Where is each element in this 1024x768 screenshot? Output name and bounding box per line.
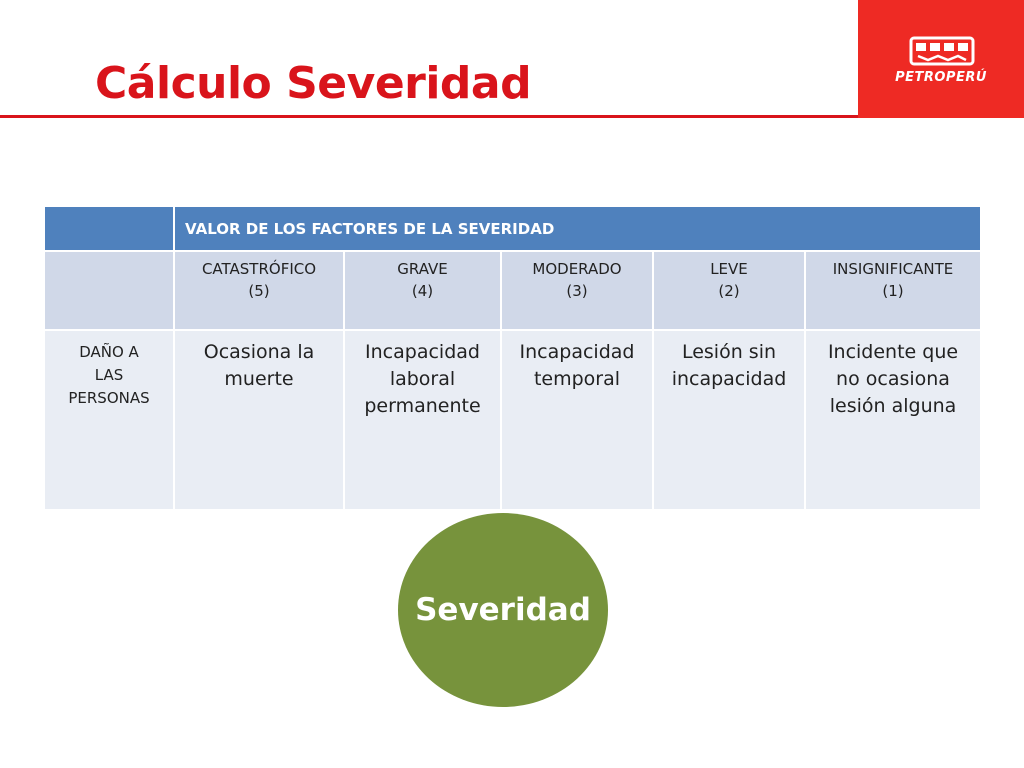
damage-to-people-row [44, 330, 981, 510]
description-line: Incidente que [827, 341, 959, 363]
level-cell [501, 251, 653, 330]
level-cell [805, 251, 981, 330]
description-cell [501, 330, 653, 510]
row-header-line: PERSONAS [68, 389, 150, 407]
description-cell [805, 330, 981, 510]
severity-levels-row [44, 251, 981, 330]
logo-emblem-icon [908, 34, 976, 68]
level-name: LEVE [710, 260, 748, 278]
level-cell [344, 251, 501, 330]
description-line: no ocasiona [836, 368, 950, 390]
petroperu-logo [858, 0, 1024, 118]
description-cell [653, 330, 805, 510]
empty-level-cell [44, 251, 174, 330]
logo-text: PETROPERÚ [895, 70, 987, 85]
row-header-line: DAÑO A [79, 343, 139, 361]
row-header-cell [44, 330, 174, 510]
level-value: (2) [718, 282, 740, 300]
description-line: Incapacidad [519, 341, 635, 363]
severity-table [43, 205, 982, 511]
description-line: temporal [533, 368, 621, 390]
description-line: Ocasiona la [203, 341, 315, 363]
description-line: incapacidad [671, 368, 787, 390]
level-name: CATASTRÓFICO [201, 260, 317, 278]
severity-circle [398, 513, 608, 707]
description-line: laboral [389, 368, 456, 390]
description-line: Lesión sin [681, 341, 777, 363]
level-name: INSIGNIFICANTE [832, 260, 954, 278]
row-header-line: LAS [94, 366, 124, 384]
description-cell [174, 330, 344, 510]
empty-corner-cell [44, 206, 174, 251]
description-line: Incapacidad [365, 341, 480, 363]
description-line: muerte [224, 368, 294, 390]
table-header-row [44, 206, 981, 251]
description-line: lesión alguna [829, 395, 957, 417]
level-value: (3) [566, 282, 588, 300]
level-name: GRAVE [397, 260, 448, 278]
level-cell [653, 251, 805, 330]
level-cell [174, 251, 344, 330]
slide-title: Cálculo Severidad [95, 58, 532, 109]
level-value: (1) [882, 282, 904, 300]
level-name: MODERADO [532, 260, 622, 278]
severity-circle-label: Severidad [415, 592, 591, 628]
level-value: (4) [411, 282, 434, 300]
title-underline [0, 115, 858, 118]
description-line: permanente [364, 395, 481, 417]
table-header-title: VALOR DE LOS FACTORES DE LA SEVERIDAD [174, 206, 981, 251]
description-cell [344, 330, 501, 510]
level-value: (5) [248, 282, 270, 300]
